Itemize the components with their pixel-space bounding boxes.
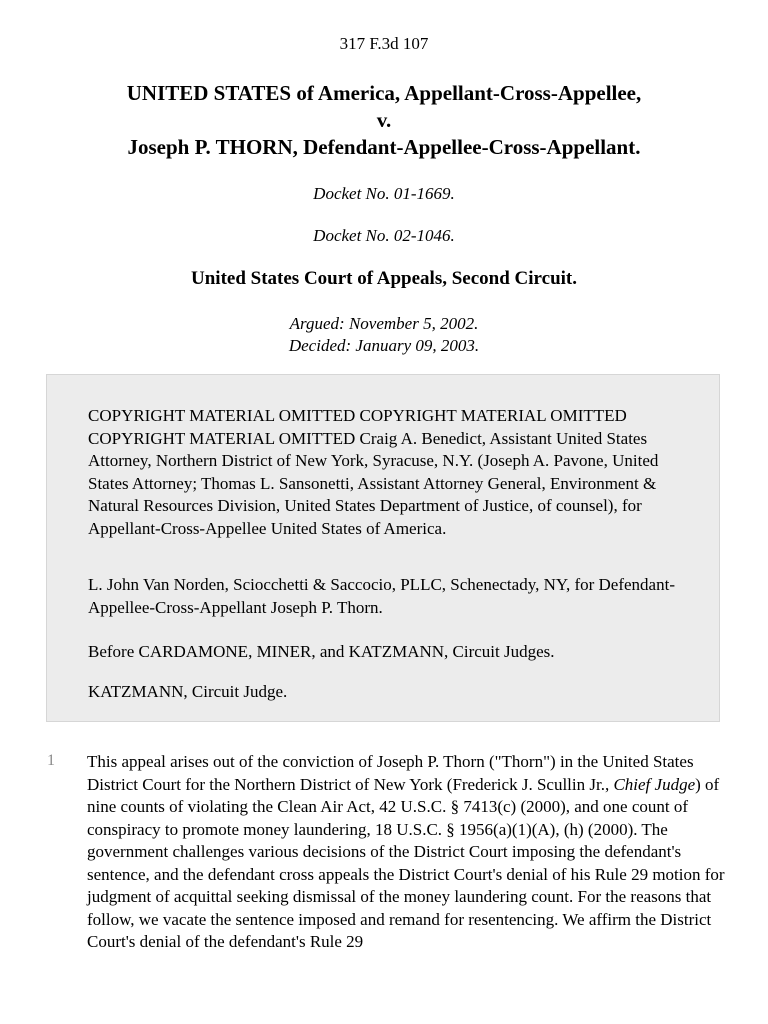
prosecution-counsel: COPYRIGHT MATERIAL OMITTED COPYRIGHT MATERIAL OMITTED COPYRIGHT MATERIAL OMITTED Craig A. Benedict, Assistant United States Attorney, Northern District of New York, Syracuse, N.Y. (Joseph A. Pavone, United States Attorney; Thomas L. Sansonetti, Assistant Attorney General, Environment & Natural Resources Division, United States Department of Justice, of counsel), for Appellant-Cross-Appellee United States of America. bbox=[88, 406, 659, 538]
opinion-author: KATZMANN, Circuit Judge. bbox=[88, 682, 288, 701]
decided-date: Decided: January 09, 2003. bbox=[288, 336, 480, 355]
case-citation: 317 F.3d 107 bbox=[339, 34, 429, 53]
court-name: United States Court of Appeals, Second Circuit. bbox=[191, 268, 577, 289]
caption-appellee: Joseph P. THORN, Defendant-Appellee-Cross-Appellant. bbox=[127, 135, 641, 159]
docket-number-2: Docket No. 02-1046. bbox=[313, 226, 455, 245]
paragraph-number: 1 bbox=[47, 752, 55, 769]
judge-panel: Before CARDAMONE, MINER, and KATZMANN, Circuit Judges. bbox=[88, 642, 555, 661]
defense-counsel: L. John Van Norden, Sciocchetti & Saccocio, PLLC, Schenectady, NY, for Defendant-Appellee-Cross-Appellant Joseph P. Thorn. bbox=[88, 575, 675, 617]
opinion-paragraph bbox=[87, 751, 727, 954]
caption-appellant: UNITED STATES of America, Appellant-Cross-Appellee, bbox=[126, 81, 642, 105]
argued-date: Argued: November 5, 2002. bbox=[289, 314, 479, 333]
case-dates bbox=[0, 313, 768, 357]
opinion-text-italic: Chief Judge bbox=[613, 774, 696, 794]
docket-number-1: Docket No. 01-1669. bbox=[313, 184, 455, 203]
counsel-box bbox=[46, 374, 720, 722]
case-caption bbox=[0, 80, 768, 161]
opinion-text-start: This appeal arises out of the conviction of Joseph P. Thorn ("Thorn") in the United States District Court for the Northern District of New York (Frederick J. Scullin Jr., bbox=[87, 752, 694, 794]
opinion-text-rest: ) of nine counts of violating the Clean Air Act, 42 U.S.C. § 7413(c) (2000), and one count of conspiracy to promote money laundering, 18 U.S.C. § 1956(a)(1)(A), (h) (2000). The government challenges various decisions of the District Court imposing the defendant's sentence, and the defendant cross appeals the District Court's denial of his Rule 29 motion for judgment of acquittal seeking dismissal of the money laundering count. For the reasons that follow, we vacate the sentence imposed and remand for resentencing. We affirm the District Court's denial of the defendant's Rule 29 bbox=[87, 774, 725, 951]
caption-versus: v. bbox=[376, 108, 392, 132]
